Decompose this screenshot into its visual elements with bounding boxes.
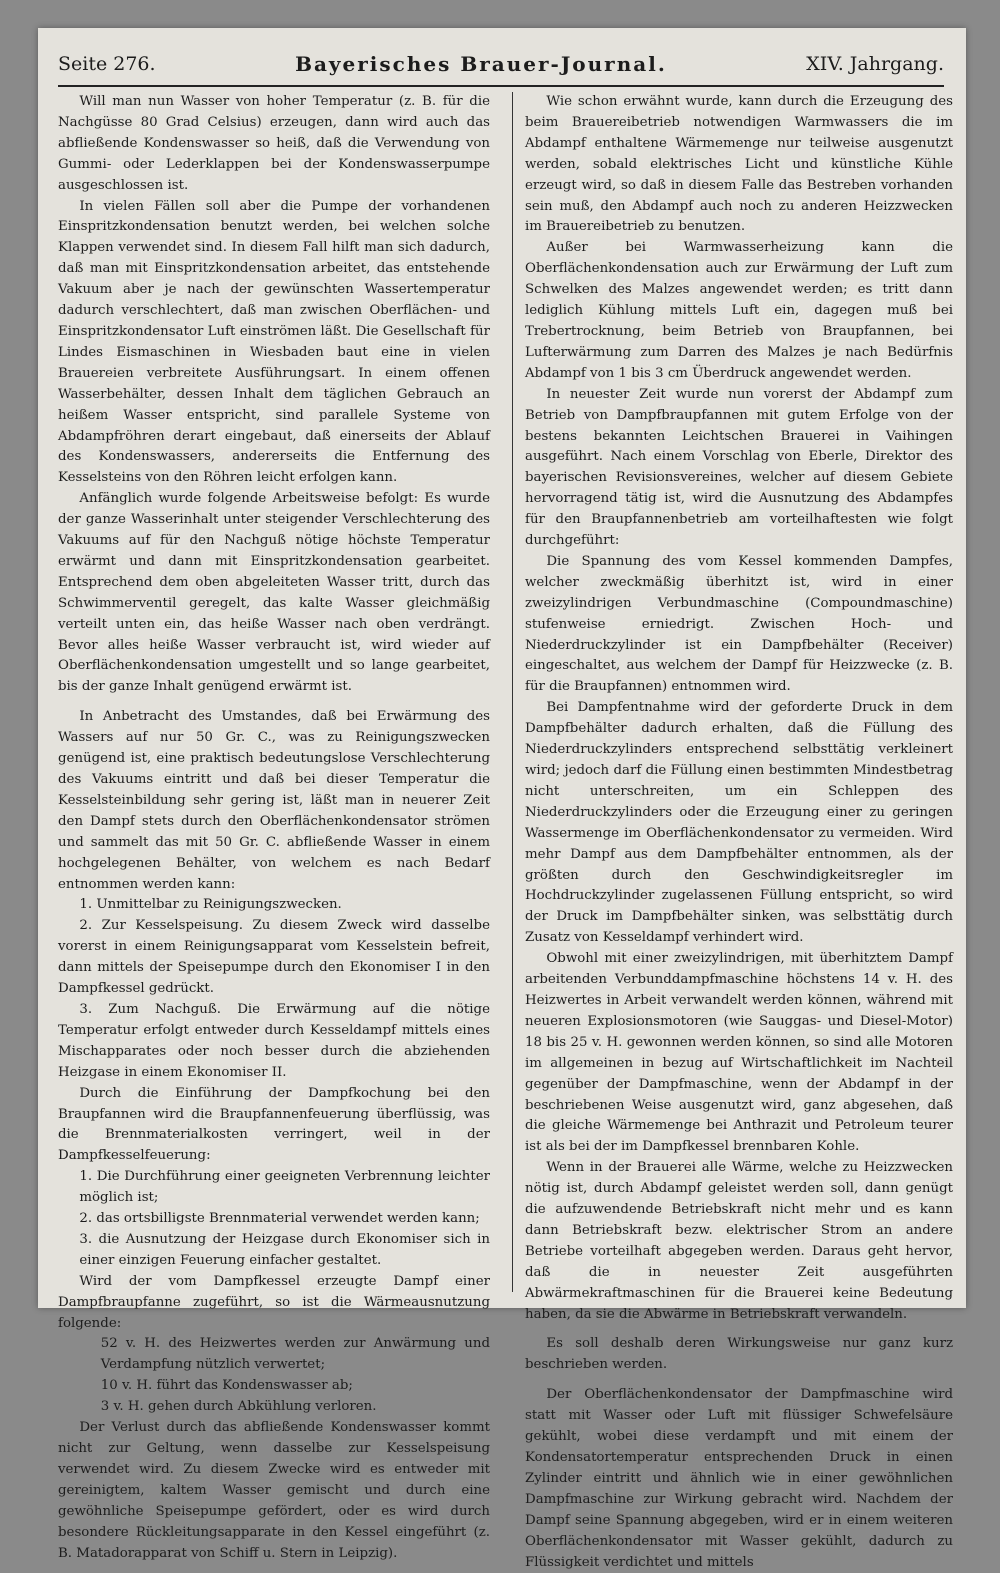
- volume-label: XIV. Jahrgang.: [806, 53, 944, 75]
- paragraph: 3. die Ausnutzung der Heizgase durch Ekonomiser sich in einer einzigen Feuerung einfacher gestaltet.: [79, 1231, 490, 1268]
- newspaper-page: [38, 28, 966, 1570]
- paragraph: Bei Dampfentnahme wird der geforderte Druck in dem Dampfbehälter dadurch erhalten, daß die Füllung des Niederdruckzylinders entsprechend selbsttätig verkleinert wird; jedoch darf die Füllung einen bestimmten Mindestbetrag nicht unterschreiten, um ein Schleppen des Niederdruckzylinders oder die Erzeugung einer zu geringen Wassermenge im Oberflächenkondensator zu vermeiden. Wird mehr Dampf aus dem Dampfbehälter entnommen, als der größten durch den Geschwindigkeitsregler im Hochdruckzylinder zugelassenen Füllung entspricht, so wird der Druck im Dampfbehälter sinken, was selbsttätig durch Zusatz von Kesseldampf verhindert wird.: [525, 700, 953, 946]
- page-header: [58, 46, 944, 82]
- paragraph: In Anbetracht des Umstandes, daß bei Erwärmung des Wassers auf nur 50 Gr. C., was zu Reinigungszwecken genügend ist, eine praktisch bedeutungslose Verschlechterung des Vakuums eintritt und daß bei dieser Temperatur die Kesselsteinbildung sehr gering ist, läßt man in neuerer Zeit den Dampf stets durch den Oberflächenkondensator strömen und sammelt das mit 50 Gr. C. abfließende Wasser in einem hochgelegenen Behälter, von welchem es nach Bedarf entnommen werden kann:: [58, 709, 490, 892]
- left-column: [58, 92, 490, 1561]
- paragraph: 2. Zur Kesselspeisung. Zu diesem Zweck wird dasselbe vorerst in einem Reinigungsapparat vom Kesselstein befreit, dann mittels der Speisepumpe durch den Ekonomiser I in den Dampfkessel gedrückt.: [58, 918, 490, 997]
- paragraph: Will man nun Wasser von hoher Temperatur (z. B. für die Nachgüsse 80 Grad Celsius) erzeugen, dann wird auch das abfließende Kondenswasser so heiß, daß die Verwendung von Gummi- oder Lederklappen bei der Kondenswasserpumpe ausgeschlossen ist.: [58, 94, 490, 193]
- paragraph: 2. das ortsbilligste Brennmaterial verwendet werden kann;: [79, 1211, 480, 1227]
- header-rule: [58, 85, 944, 87]
- paragraph: 3 v. H. gehen durch Abkühlung verloren.: [100, 1399, 377, 1415]
- paragraph: Obwohl mit einer zweizylindrigen, mit überhitztem Dampf arbeitenden Verbunddampfmaschine höchstens 14 v. H. des Heizwertes in Arbeit verwandelt werden können, während mit neueren Explosionsmotoren (wie Sauggas- und Diesel-Motor) 18 bis 25 v. H. gewonnen werden können, so sind alle Motoren im allgemeinen in bezug auf Wirtschaftlichkeit im Nachteil gegenüber der Dampfmaschine, wenn der Abdampf in der beschriebenen Weise ausgenutzt wird, ganz abgesehen, daß die gleiche Wärmemenge bei Anthrazit und Petroleum teurer ist als bei der im Dampfkessel brennbaren Kohle.: [525, 951, 953, 1155]
- paragraph: Wenn in der Brauerei alle Wärme, welche zu Heizzwecken nötig ist, durch Abdampf geleistet werden soll, dann genügt die aufzuwendende Betriebskraft nicht mehr und es kann dann Betriebskraft bezw. elektrischer Strom an andere Betriebe vorteilhaft abgegeben werden. Daraus geht hervor, daß die in neuester Zeit ausgeführten Abwärmekraftmaschinen für die Brauerei keine Bedeutung haben, da sie die Abwärme in Betriebskraft verwandeln.: [525, 1160, 953, 1322]
- paragraph: Wie schon erwähnt wurde, kann durch die Erzeugung des beim Brauereibetrieb notwendigen Warmwassers die im Abdampf enthaltene Wärmemenge nur teilweise ausgenutzt werden, sobald elektrisches Licht und künstliche Kühle erzeugt wird, so daß in diesem Falle das Bestreben vorhanden sein muß, den Abdampf auch noch zu anderen Heizzwecken im Brauereibetrieb zu benutzen.: [525, 94, 953, 235]
- paragraph: 1. Unmittelbar zu Reinigungszwecken.: [79, 897, 342, 913]
- paragraph: Wird der vom Dampfkessel erzeugte Dampf einer Dampfbraupfanne zugeführt, so ist die Wärmeausnutzung folgende:: [58, 1273, 490, 1331]
- paragraph: 10 v. H. führt das Kondenswasser ab;: [100, 1378, 353, 1394]
- paragraph: 1. Die Durchführung einer geeigneten Verbrennung leichter möglich ist;: [79, 1169, 490, 1206]
- right-column: [525, 92, 953, 1570]
- column-divider: [512, 92, 513, 1292]
- paragraph: Es soll deshalb deren Wirkungsweise nur ganz kurz beschrieben werden.: [525, 1336, 953, 1373]
- paragraph: In vielen Fällen soll aber die Pumpe der vorhandenen Einspritzkondensation benutzt werden, bei welchen solche Klappen verwendet sind. In diesem Fall hilft man sich dadurch, daß man mit Einspritzkondensation arbeitet, das entstehende Vakuum aber je nach der gewünschten Wassertemperatur dadurch verschlechtert, daß man zwischen Oberflächen- und Einspritzkondensator Luft einströmen läßt. Die Gesellschaft für Lindes Eismaschinen in Wiesbaden baut eine in vielen Brauereien verbreitete Ausführungsart. In einem offenen Wasserbehälter, dessen Inhalt dem täglichen Gebrauch an heißem Wasser entspricht, sind parallele Systeme von Abdampfröhren derart eingebaut, daß einerseits der Ablauf des Kondenswassers, andererseits die Entfernung des Kesselsteins von den Röhren leicht erfolgen kann.: [58, 198, 490, 486]
- paragraph: Außer bei Warmwasserheizung kann die Oberflächenkondensation auch zur Erwärmung der Luft zum Schwelken des Malzes angewendet werden; es tritt dann lediglich Kühlung mittels Luft ein, dagegen muß bei Trebertrocknung, beim Betrieb von Braupfannen, bei Lufterwärmung zum Darren des Malzes je nach Bedürfnis Abdampf von 1 bis 3 cm Überdruck angewendet werden.: [525, 240, 953, 381]
- paragraph: 52 v. H. des Heizwertes werden zur Anwärmung und Verdampfung nützlich verwertet;: [100, 1336, 490, 1373]
- page-number: Seite 276.: [58, 53, 156, 75]
- paragraph: Durch die Einführung der Dampfkochung bei den Braupfannen wird die Braupfannenfeuerung überflüssig, was die Brennmaterialkosten verringert, weil in der Dampfkesselfeuerung:: [58, 1085, 490, 1164]
- paragraph: Der Oberflächenkondensator der Dampfmaschine wird statt mit Wasser oder Luft mit flüssiger Schwefelsäure gekühlt, wobei diese verdampft und mit einem der Kondensatortemperatur entsprechenden Druck in einen Zylinder eintritt und ähnlich wie in einer gewöhnlichen Dampfmaschine zur Wirkung gebracht wird. Nachdem der Dampf seine Spannung abgegeben, wird er in einem weiteren Oberflächenkondensator mit Wasser gekühlt, dadurch zu Flüssigkeit verdichtet und mittels: [525, 1387, 953, 1570]
- paragraph: Die Spannung des vom Kessel kommenden Dampfes, welcher zweckmäßig überhitzt ist, wird in einer zweizylindrigen Verbundmaschine (Compoundmaschine) stufenweise erniedrigt. Zwischen Hoch- und Niederdruckzylinder ist ein Dampfbehälter (Receiver) eingeschaltet, aus welchem der Dampf für Heizzwecke (z. B. für die Braupfannen) entnommen wird.: [525, 553, 953, 695]
- journal-title: Bayerisches Brauer-Journal.: [295, 52, 667, 76]
- paragraph: In neuester Zeit wurde nun vorerst der Abdampf zum Betrieb von Dampfbraupfannen mit gutem Erfolge von der bestens bekannten Leichtschen Brauerei in Vaihingen ausgeführt. Nach einem Vorschlag von Eberle, Direktor des bayerischen Revisionsvereines, welcher auf diesem Gebiete hervorragend tätig ist, wird die Ausnutzung des Abdampfes für den Braupfannenbetrieb am vorteilhaftesten wie folgt durchgeführt:: [525, 386, 953, 549]
- paragraph: 3. Zum Nachguß. Die Erwärmung auf die nötige Temperatur erfolgt entweder durch Kesseldampf mittels eines Mischapparates oder noch besser durch die abziehenden Heizgase in einem Ekonomiser II.: [58, 1001, 490, 1080]
- paragraph: Anfänglich wurde folgende Arbeitsweise befolgt: Es wurde der ganze Wasserinhalt unter steigender Verschlechterung des Vakuums auf für den Nachguß nötige höchste Temperatur erwärmt und dann mit Einspritzkondensation gearbeitet. Entsprechend dem oben abgeleiteten Wasser tritt, durch das Schwimmerventil geregelt, das kalte Wasser gleichmäßig verteilt unten ein, das heiße Wasser nach oben verdrängt. Bevor alles heiße Wasser verbraucht ist, wird wieder auf Oberflächenkondensation umgestellt und so lange gearbeitet, bis der ganze Inhalt genügend erwärmt ist.: [58, 491, 490, 695]
- paragraph: Der Verlust durch das abfließende Kondenswasser kommt nicht zur Geltung, wenn dasselbe zur Kesselspeisung verwendet wird. Zu diesem Zwecke wird es entweder mit gereinigtem, kaltem Wasser gemischt und durch eine gewöhnliche Speisepumpe gefördert, oder es wird durch besondere Rückleitungsapparate in den Kessel eingeführt (z. B. Matadorapparat von Schiff u. Stern in Leipzig).: [58, 1420, 490, 1561]
